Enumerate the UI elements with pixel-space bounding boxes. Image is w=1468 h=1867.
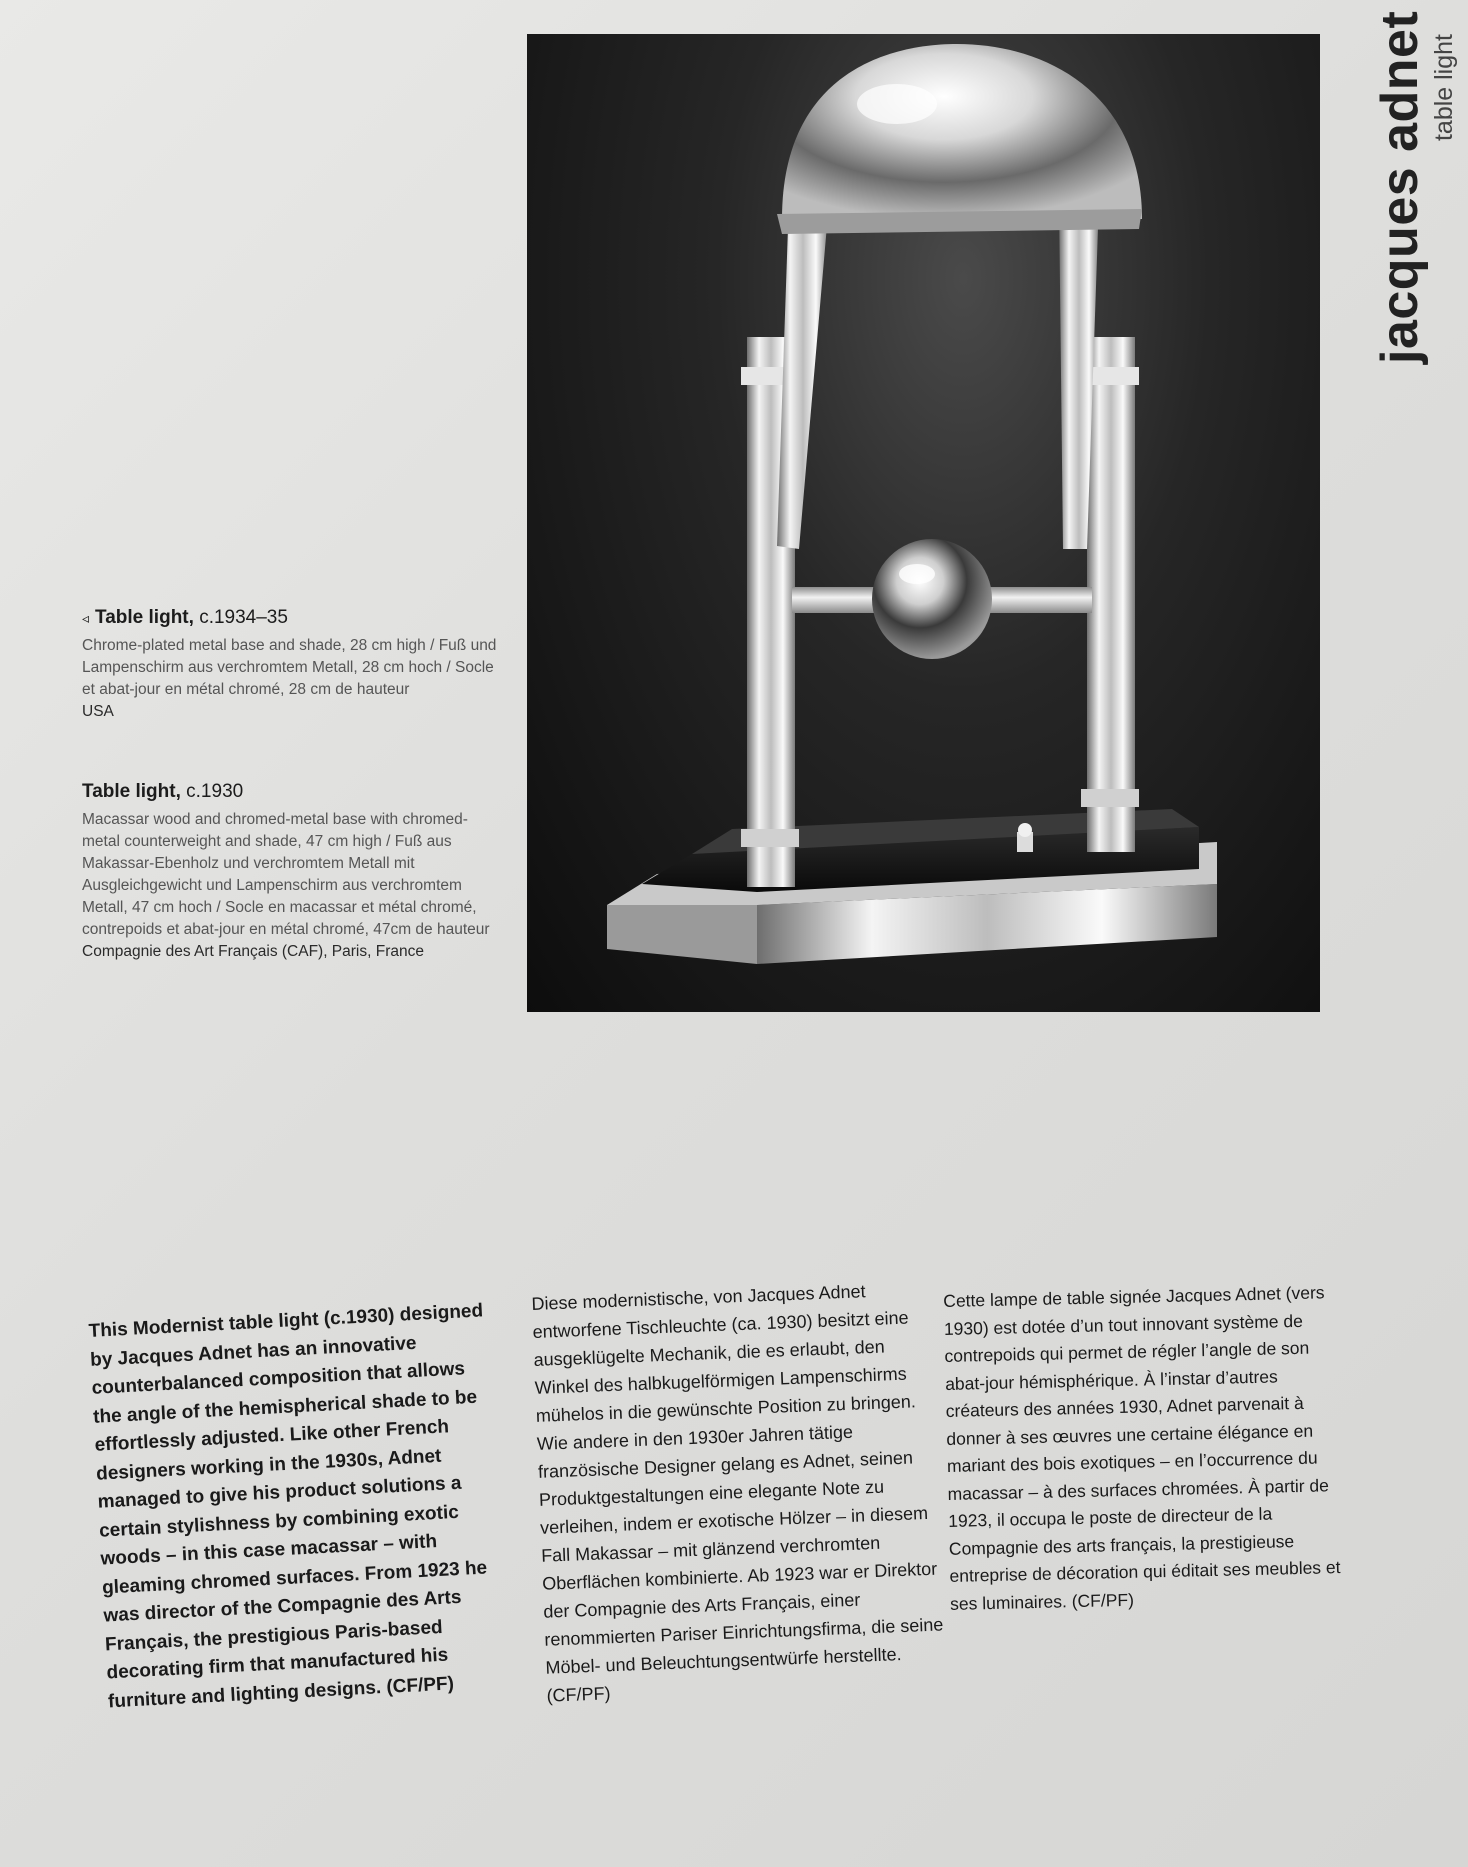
caption-title	[82, 781, 502, 803]
caption-title-text: Table light,	[95, 607, 200, 628]
caption-description: Macassar wood and chromed-metal base with chromed-metal counterweight and shade, 47 cm high / Fuß aus Makassar-Ebenholz und verchromtem Metall mit Ausgleichgewicht und Lampenschirm aus verchromtem Metall, 47 cm hoch / Socle en macassar et métal chromé, contrepoids et abat-jour en métal chromé, 47cm de hauteur	[82, 811, 490, 938]
designer-name: jacques adnet	[1371, 10, 1429, 364]
lamp-photo	[527, 34, 1320, 1012]
body-text-english: This Modernist table light (c.1930) designed by Jacques Adnet has an innovative counterbalanced composition that allows the angle of the hemispherical shade to be effortlessly adjusted. Like other French designers working in the 1930s, Adnet managed to give his product solutions a certain stylishness by combining exotic woods – in this case macassar – with gleaming chromed surfaces. From 1923 he was director of the Compagnie des Arts Français, the prestigious Paris-based decorating firm that manufactured his furniture and lighting designs. (CF/PF)	[88, 1300, 488, 1712]
body-text-french: Cette lampe de table signée Jacques Adnet (vers 1930) est dotée d’un tout innovant système de contrepoids qui permet de régler l’angle de son abat-jour hémisphérique. À l’instar d’autres créateurs des années 1930, Adnet parvenait à donner à ses œuvres une certaine élégance en mariant des bois exotiques – en l’occurrence du macassar – à des surfaces chromées. À partir de 1923, il occupa le poste de directeur de la Compagnie des arts français, la prestigieuse entreprise de décoration qui éditait ses meubles et ses luminaires. (CF/PF)	[943, 1282, 1341, 1614]
caption-date: c.1930	[186, 781, 244, 802]
left-arrow-icon: ◃	[82, 610, 90, 626]
caption-date: c.1934–35	[199, 607, 288, 628]
caption-description: Chrome-plated metal base and shade, 28 cm high / Fuß und Lampenschirm aus verchromtem Metall, 28 cm hoch / Socle et abat-jour en métal chromé, 28 cm de hauteur	[82, 637, 497, 698]
caption-title	[82, 607, 502, 629]
caption-origin: USA	[82, 703, 114, 720]
section-subtitle: table light	[1430, 34, 1458, 142]
caption-origin: Compagnie des Art Français (CAF), Paris, France	[82, 943, 424, 960]
caption-title-text: Table light,	[82, 781, 187, 802]
caption-table-light-1930	[82, 781, 502, 963]
lamp-illustration	[527, 34, 1320, 1012]
caption-table-light-1934	[82, 607, 502, 723]
body-text-german: Diese modernistische, von Jacques Adnet entworfene Tischleuchte (ca. 1930) besitzt eine ausgeklügelte Mechanik, die es erlaubt, den Winkel des halbkugelförmigen Lampenschirms mühelos in die gewünschte Position zu bringen. Wie andere in den 1930er Jahren tätige französische Designer gelang es Adnet, seinen Produktgestaltungen eine elegante Note zu verleihen, indem er exotische Hölzer – in diesem Fall Makassar – mit glänzend verchromten Oberflächen kombinierte. Ab 1923 war er Direktor der Compagnie des Arts Français, einer renommierten Pariser Einrichtungsfirma, die seine Möbel- und Beleuchtungsentwürfe herstellte. (CF/PF)	[531, 1281, 944, 1706]
running-title	[1371, 10, 1462, 364]
